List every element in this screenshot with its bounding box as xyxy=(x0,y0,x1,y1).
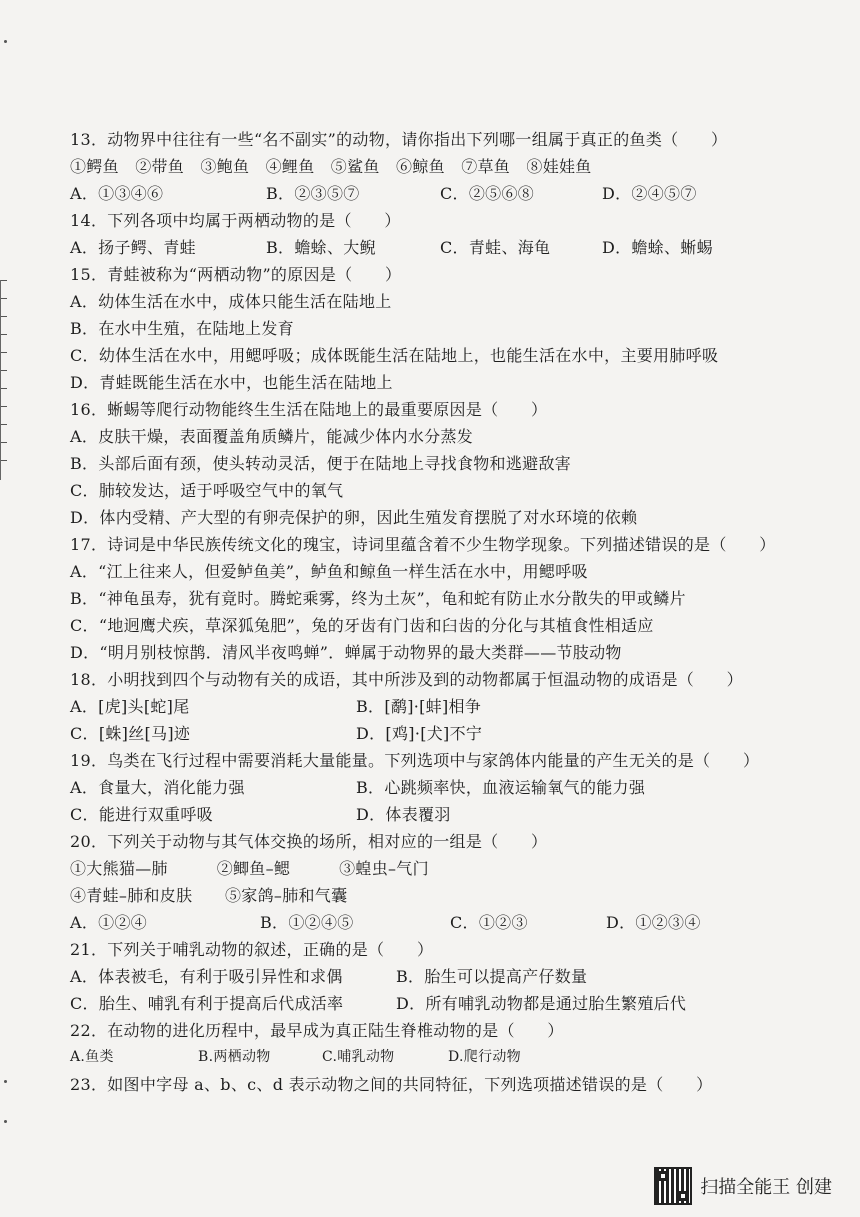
option-b[interactable]: B．头部后面有颈，使头转动灵活，便于在陆地上寻找食物和逃避敌害 xyxy=(70,454,572,473)
option-b[interactable]: B．[鹬]·[蚌]相争 xyxy=(356,697,482,716)
option-a[interactable]: A．体表被毛，有利于吸引异性和求偶 xyxy=(70,967,343,986)
option-a[interactable]: A．皮肤干燥，表面覆盖角质鳞片，能减少体内水分蒸发 xyxy=(70,427,474,446)
option-c[interactable]: C．②⑤⑥⑧ xyxy=(440,184,535,203)
option-b[interactable]: B．蟾蜍、大鲵 xyxy=(266,238,376,257)
question-20-items-row2: ④青蛙–肺和皮肤 ⑤家鸽–肺和气囊 xyxy=(70,886,348,905)
option-a[interactable]: A．①③④⑥ xyxy=(70,184,164,203)
option-d[interactable]: D．体内受精、产大型的有卵壳保护的卵，因此生殖发育摆脱了对水环境的依赖 xyxy=(70,508,638,527)
question-13-stem: 13．动物界中往往有一些“名不副实”的动物，请你指出下列哪一组属于真正的鱼类（ ） xyxy=(70,130,728,149)
question-16-stem: 16．蜥蜴等爬行动物能终生生活在陆地上的最重要原因是（ ） xyxy=(70,400,548,419)
option-a[interactable]: A．幼体生活在水中，成体只能生活在陆地上 xyxy=(70,292,392,311)
question-13-options xyxy=(70,180,810,207)
option-d[interactable]: D．②④⑤⑦ xyxy=(602,184,697,203)
option-c[interactable]: C．胎生、哺乳有利于提高后代成活率 xyxy=(70,994,344,1013)
option-d[interactable]: D．蟾蜍、蜥蜴 xyxy=(602,238,713,257)
question-19-stem: 19．鸟类在飞行过程中需要消耗大量能量。下列选项中与家鸽体内能量的产生无关的是（ ） xyxy=(70,751,760,770)
option-a[interactable]: A.鱼类 xyxy=(70,1049,114,1065)
binding-margin xyxy=(0,280,9,480)
option-b[interactable]: B．①②④⑤ xyxy=(260,913,354,932)
question-18-options-row1 xyxy=(70,693,810,720)
option-d[interactable]: D.爬行动物 xyxy=(448,1049,521,1065)
option-a[interactable]: A．食量大，消化能力强 xyxy=(70,778,245,797)
option-d[interactable]: D．青蛙既能生活在水中，也能生活在陆地上 xyxy=(70,373,393,392)
option-c[interactable]: C．能进行双重呼吸 xyxy=(70,805,213,824)
question-20-stem: 20．下列关于动物与其气体交换的场所，相对应的一组是（ ） xyxy=(70,832,548,851)
question-22-options xyxy=(70,1044,810,1071)
option-b[interactable]: B．胎生可以提高产仔数量 xyxy=(396,967,588,986)
question-20-options xyxy=(70,909,810,936)
question-18-options-row2 xyxy=(70,720,810,747)
option-b[interactable]: B．心跳频率快，血液运输氧气的能力强 xyxy=(356,778,646,797)
question-17-stem: 17．诗词是中华民族传统文化的瑰宝，诗词里蕴含着不少生物学现象。下列描述错误的是（ ） xyxy=(70,535,776,554)
option-a[interactable]: A．[虎]头[蛇]尾 xyxy=(70,697,190,716)
option-c[interactable]: C.哺乳动物 xyxy=(322,1049,395,1065)
option-a[interactable]: A．扬子鳄、青蛙 xyxy=(70,238,196,257)
watermark-text: 扫描全能王 创建 xyxy=(700,1177,832,1198)
question-14-options xyxy=(70,234,810,261)
option-c[interactable]: C．幼体生活在水中，用鳃呼吸；成体既能生活在陆地上，也能生活在水中，主要用肺呼吸 xyxy=(70,346,719,365)
option-b[interactable]: B．②③⑤⑦ xyxy=(266,184,360,203)
question-23-stem: 23．如图中字母 a、b、c、d 表示动物之间的共同特征，下列选项描述错误的是（ ） xyxy=(70,1075,713,1094)
question-19-options-row1 xyxy=(70,774,810,801)
question-list xyxy=(70,126,810,1098)
question-21-options-row2 xyxy=(70,990,810,1017)
option-d[interactable]: D．所有哺乳动物都是通过胎生繁殖后代 xyxy=(396,994,687,1013)
question-18-stem: 18．小明找到四个与动物有关的成语，其中所涉及到的动物都属于恒温动物的成语是（ ） xyxy=(70,670,743,689)
option-c[interactable]: C．“地迥鹰犬疾，草深狐兔肥”，兔的牙齿有门齿和臼齿的分化与其植食性相适应 xyxy=(70,616,654,635)
scanner-watermark xyxy=(654,1167,832,1205)
question-15-stem: 15．青蛙被称为“两栖动物”的原因是（ ） xyxy=(70,265,402,284)
question-13-items: ①鳄鱼 ②带鱼 ③鲍鱼 ④鲤鱼 ⑤鲨鱼 ⑥鲸鱼 ⑦草鱼 ⑧娃娃鱼 xyxy=(70,157,592,176)
option-b[interactable]: B．“神龟虽寿，犹有竟时。腾蛇乘雾，终为土灰”，龟和蛇有防止水分散失的甲或鳞片 xyxy=(70,589,686,608)
question-22-stem: 22．在动物的进化历程中，最早成为真正陆生脊椎动物的是（ ） xyxy=(70,1021,564,1040)
option-b[interactable]: B.两栖动物 xyxy=(198,1049,271,1065)
option-c[interactable]: C．[蛛]丝[马]迹 xyxy=(70,724,191,743)
question-20-items-row1: ①大熊猫—肺 ②鲫鱼–鳃 ③蝗虫–气门 xyxy=(70,859,429,878)
question-19-options-row2 xyxy=(70,801,810,828)
option-d[interactable]: D．①②③④ xyxy=(606,913,701,932)
option-a[interactable]: A．“江上往来人，但爱鲈鱼美”，鲈鱼和鲸鱼一样生活在水中，用鳃呼吸 xyxy=(70,562,588,581)
question-21-options-row1 xyxy=(70,963,810,990)
question-21-stem: 21．下列关于哺乳动物的叙述，正确的是（ ） xyxy=(70,940,434,959)
option-d[interactable]: D．体表覆羽 xyxy=(356,805,451,824)
option-c[interactable]: C．青蛙、海龟 xyxy=(440,238,551,257)
option-d[interactable]: D．[鸡]·[犬]不宁 xyxy=(356,724,483,743)
option-c[interactable]: C．①②③ xyxy=(450,913,528,932)
question-14-stem: 14．下列各项中均属于两栖动物的是（ ） xyxy=(70,211,401,230)
qr-code-icon xyxy=(654,1167,692,1205)
option-b[interactable]: B．在水中生殖，在陆地上发育 xyxy=(70,319,294,338)
option-a[interactable]: A．①②④ xyxy=(70,913,148,932)
option-d[interactable]: D．“明月别枝惊鹊．清风半夜鸣蝉”．蝉属于动物界的最大类群——节肢动物 xyxy=(70,643,622,662)
option-c[interactable]: C．肺较发达，适于呼吸空气中的氧气 xyxy=(70,481,344,500)
